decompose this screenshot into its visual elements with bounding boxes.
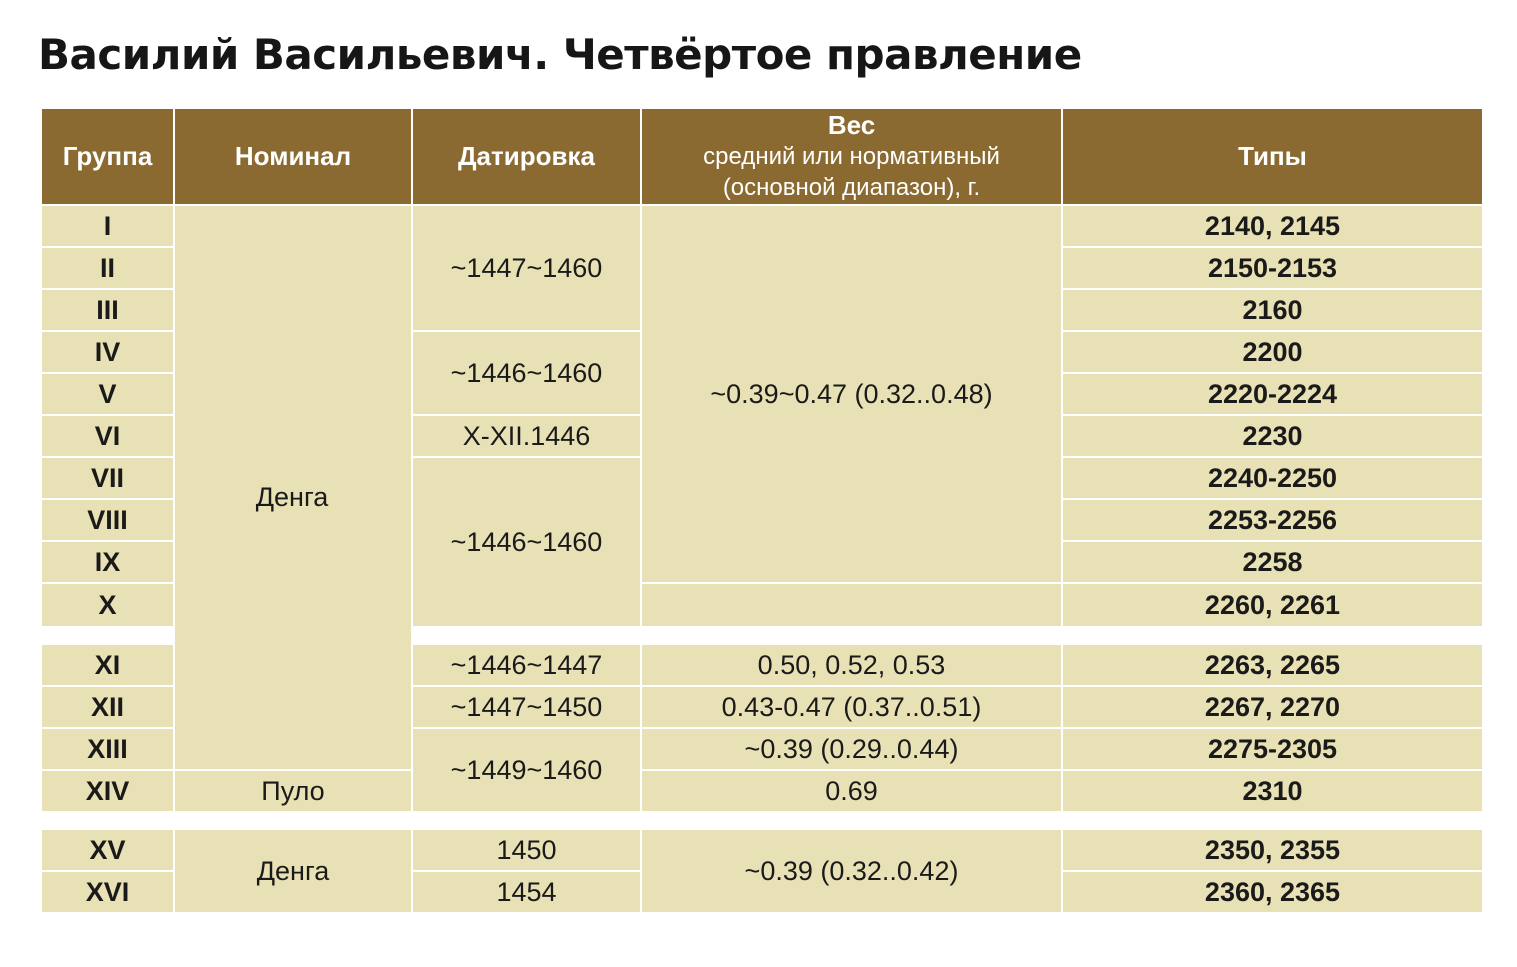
types-cell: 2310 [1062, 770, 1483, 812]
types-cell: 2275-2305 [1062, 728, 1483, 770]
weight-cell: 0.50, 0.52, 0.53 [641, 644, 1062, 686]
group-cell: II [41, 247, 174, 289]
dating-cell: ~1446~1460 [412, 457, 641, 627]
weight-cell: 0.69 [641, 770, 1062, 812]
types-cell: 2220-2224 [1062, 373, 1483, 415]
types-cell: 2360, 2365 [1062, 871, 1483, 913]
types-cell: 2230 [1062, 415, 1483, 457]
dating-cell: ~1447~1460 [412, 205, 641, 331]
table-row [41, 644, 1483, 686]
types-cell: 2140, 2145 [1062, 205, 1483, 247]
types-cell: 2150-2153 [1062, 247, 1483, 289]
group-cell: I [41, 205, 174, 247]
types-cell: 2260, 2261 [1062, 583, 1483, 627]
dating-cell: ~1449~1460 [412, 728, 641, 812]
nominal-label-denga: Денга [255, 482, 329, 512]
nominal-cell: Пуло [174, 770, 412, 812]
group-cell: V [41, 373, 174, 415]
group-cell: XV [41, 829, 174, 871]
group-cell: IX [41, 541, 174, 583]
weight-cell: ~0.39~0.47 (0.32..0.48) [641, 205, 1062, 583]
group-cell: XIII [41, 728, 174, 770]
header-weight-sub1: средний или нормативный [703, 143, 1000, 170]
nominal-cell [174, 205, 412, 627]
header-group: Группа [41, 108, 174, 205]
types-cell: 2253-2256 [1062, 499, 1483, 541]
group-cell: XI [41, 644, 174, 686]
separator-row [41, 812, 1483, 829]
nominal-cell-continuation [174, 627, 412, 644]
group-cell: VI [41, 415, 174, 457]
header-weight-sub2: (основной диапазон), г. [722, 174, 981, 201]
dating-cell: X-XII.1446 [412, 415, 641, 457]
group-cell: III [41, 289, 174, 331]
types-cell: 2350, 2355 [1062, 829, 1483, 871]
weight-cell: ~0.39 (0.29..0.44) [641, 728, 1062, 770]
header-dating: Датировка [412, 108, 641, 205]
page-title: Василий Васильевич. Четвёртое правление [38, 30, 1082, 79]
header-row [41, 108, 1483, 205]
dating-cell: ~1447~1450 [412, 686, 641, 728]
dating-cell: 1454 [412, 871, 641, 913]
table-row [41, 829, 1483, 871]
weight-cell: 0.43-0.47 (0.37..0.51) [641, 686, 1062, 728]
types-cell: 2200 [1062, 331, 1483, 373]
group-cell: X [41, 583, 174, 627]
types-cell: 2263, 2265 [1062, 644, 1483, 686]
group-cell: XII [41, 686, 174, 728]
types-cell: 2240-2250 [1062, 457, 1483, 499]
dating-cell: ~1446~1460 [412, 331, 641, 415]
header-nominal: Номинал [174, 108, 412, 205]
types-cell: 2267, 2270 [1062, 686, 1483, 728]
dating-cell: ~1446~1447 [412, 644, 641, 686]
nominal-cell: Денга [174, 829, 412, 913]
table-row [41, 770, 1483, 812]
dating-cell: 1450 [412, 829, 641, 871]
group-cell: IV [41, 331, 174, 373]
group-cell: XIV [41, 770, 174, 812]
weight-cell-empty [641, 583, 1062, 627]
header-types: Типы [1062, 108, 1483, 205]
table-row [41, 205, 1483, 247]
header-weight-title: Вес [827, 110, 876, 140]
separator-row [41, 627, 1483, 644]
weight-cell: ~0.39 (0.32..0.42) [641, 829, 1062, 913]
types-cell: 2258 [1062, 541, 1483, 583]
header-weight [641, 108, 1062, 205]
group-cell: VIII [41, 499, 174, 541]
nominal-cell-continuation [174, 644, 412, 770]
group-cell: VII [41, 457, 174, 499]
group-cell: XVI [41, 871, 174, 913]
types-cell: 2160 [1062, 289, 1483, 331]
